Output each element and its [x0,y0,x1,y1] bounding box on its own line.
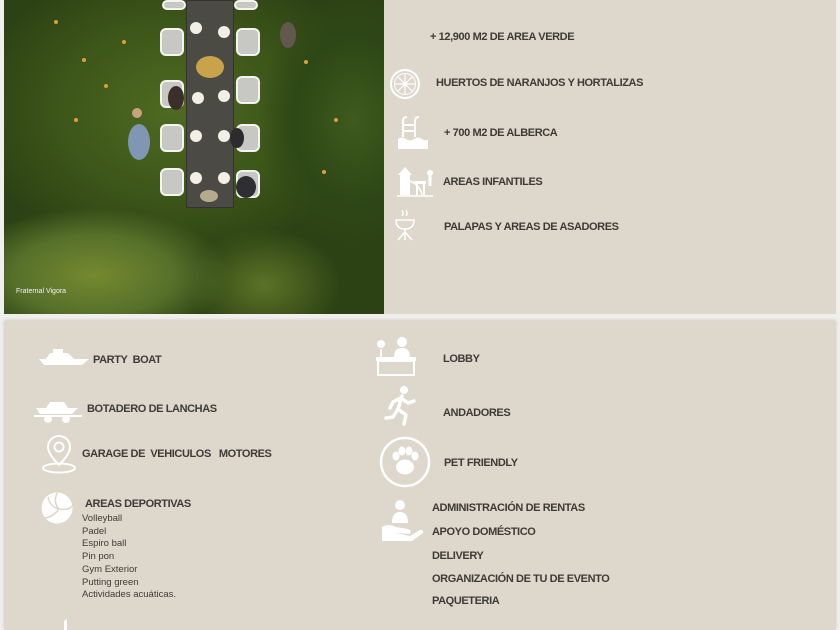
amenity-area-verde-label: + 12,900 M2 DE AREA VERDE [430,31,575,43]
boat-trailer-icon [32,394,86,424]
runner-icon [384,385,420,427]
sport-espiro-ball: Espiro ball [82,538,127,550]
service-party-boat-label: PARTY BOAT [93,354,162,366]
top-amenities-panel [4,0,836,314]
bottom-services-panel [4,321,836,630]
grill-icon [394,208,416,242]
sport-pin-pon: Pin pon [82,551,115,563]
amenity-palapas-label: PALAPAS Y AREAS DE ASADORES [444,221,619,233]
aerial-dining-photo [4,0,384,314]
service-administracion-label: ADMINISTRACIÓN DE RENTAS [432,502,585,514]
location-pin-icon [40,435,78,475]
partial-icon [58,619,72,630]
sport-putting-green: Putting green [82,576,139,588]
boat-icon [38,346,90,368]
pool-ladder-icon [396,115,430,151]
orange-slice-icon [389,68,421,100]
sport-actividades-acuaticas: Actividades acuáticas. [82,589,176,601]
service-paqueteria-label: PAQUETERIA [432,595,500,607]
service-apoyo-label: APOYO DOMÉSTICO [432,526,536,538]
reception-icon [374,335,418,377]
service-garage-label: GARAGE DE VEHICULOS MOTORES [82,448,272,460]
service-lobby-label: LOBBY [443,353,480,365]
service-andadores-label: ANDADORES [443,407,511,419]
paw-icon [378,435,432,489]
playground-icon [396,163,434,199]
sport-gym-exterior: Gym Exterior [82,563,138,575]
amenity-huertos-label: HUERTOS DE NARANJOS Y HORTALIZAS [436,77,644,89]
service-deportivas-label: AREAS DEPORTIVAS [85,498,191,510]
amenity-infantiles-label: AREAS INFANTILES [443,176,543,188]
service-eventos-label: ORGANIZACIÓN DE TU DE EVENTO [432,573,610,585]
sport-padel: Padel [82,525,107,537]
service-botadero-label: BOTADERO DE LANCHAS [87,403,217,415]
sports-list [82,513,176,602]
photo-credit: Fraternal Vigora [16,288,67,295]
concierge-icon [380,499,424,543]
service-pet-friendly-label: PET FRIENDLY [444,457,518,469]
service-delivery-label: DELIVERY [432,550,484,562]
volleyball-icon [40,491,74,525]
sport-volleyball: Volleyball [82,513,123,524]
amenity-alberca-label: + 700 M2 DE ALBERCA [444,127,558,139]
